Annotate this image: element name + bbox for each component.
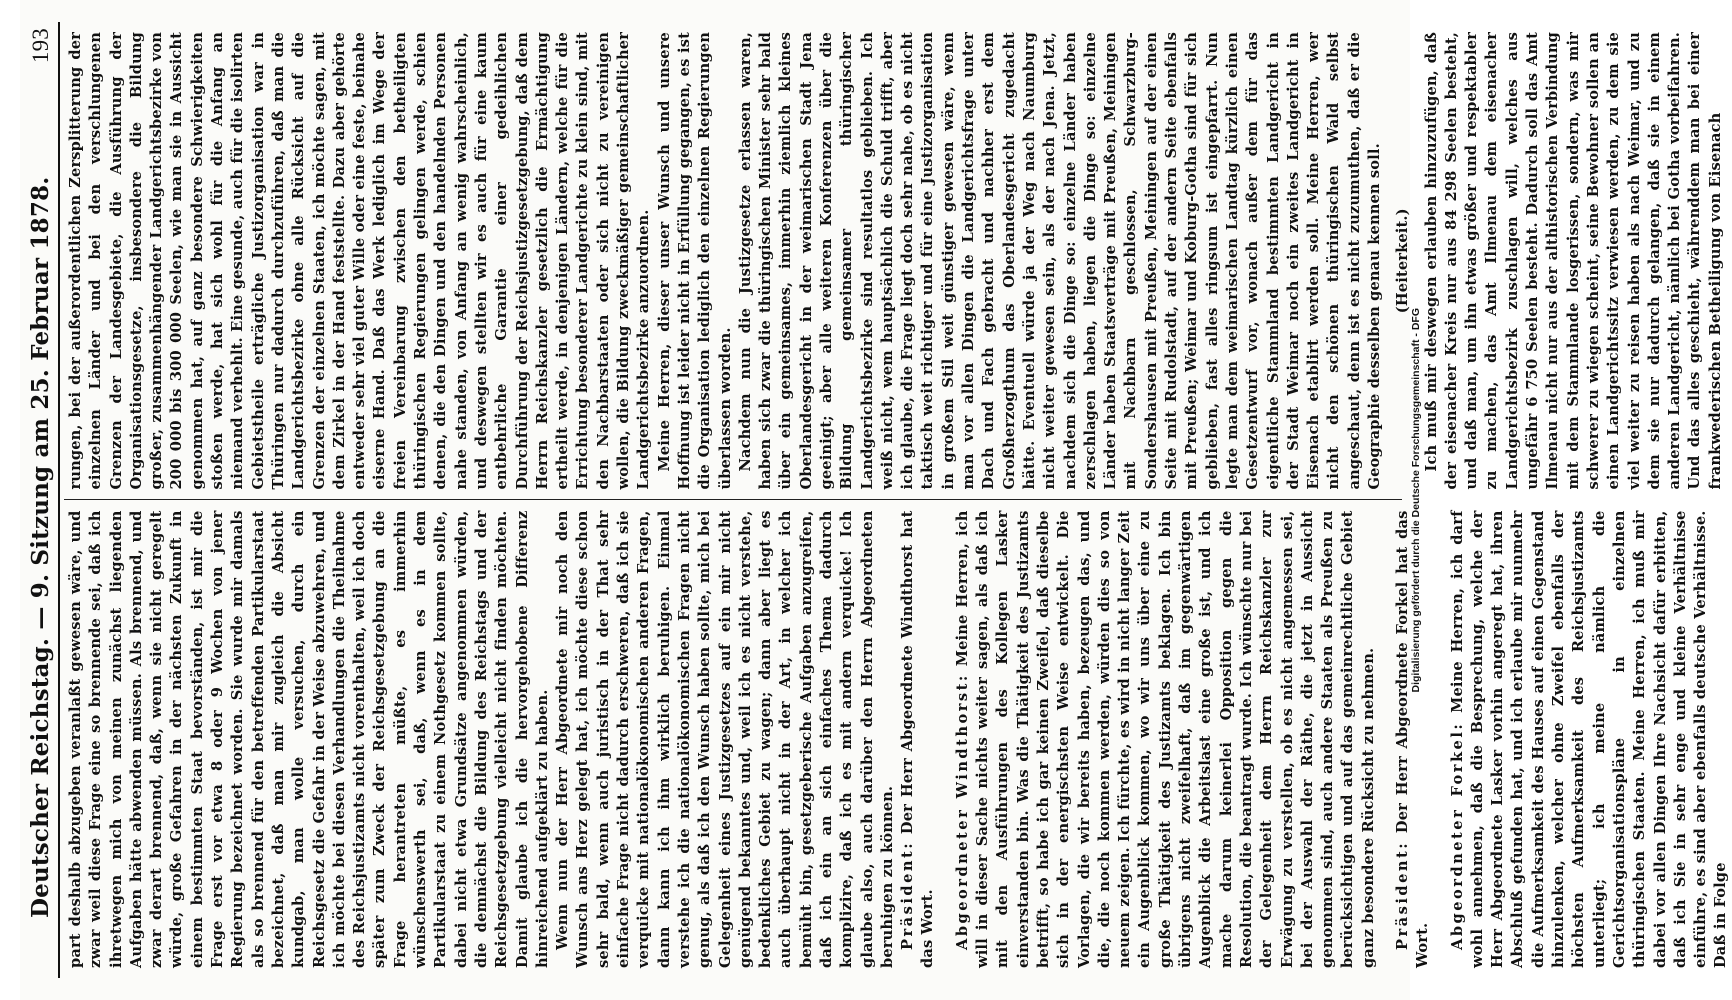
- paragraph: Ich muß mir deswegen erlauben hinzuzufügen, daß der eisenacher Kreis nur aus 84 298 Seelen besteht, und daß man, um ihn etwas größer und respektabler zu machen, das Amt Ilmenau dem eisenacher Landgerichtsbezirk zuschlagen will, welches aus ungefähr 6 750 Seelen besteht. Dadurch soll das Amt Ilmenau nicht nur aus der althistorischen Verbindung mit dem Stammlande losgerissen, sondern, was mir schwerer zu wiegen scheint, seine Bewohner sollen an einen Landgerichtssitz verwiesen werden, zu dem sie viel weiter zu reisen haben als nach Weimar, und zu dem sie nur dadurch gelangen, daß sie in einem anderen Landgericht, nämlich bei Gotha vorbeifahren. Und das alles geschieht, währenddem man bei einer frankwederischen Betheiligung von Eisenach: [1422, 32, 1724, 490]
- paragraph: rungen, bei der außerordentlichen Zersplitterung der einzelnen Länder und bei den verschlungenen Grenzen der Landesgebiete, die Ausführung der Organisationsgesetze, insbesondere die Bildung großer, zusammenhängender Landgerichtsbezirke von 200 000 bis 300 000 Seelen, wie man sie in Aussicht genommen hat, auf ganz besondere Schwierigkeiten stoßen werde, hat sich wohl für die Anfang an niemand verhehlt. Eine gesunde, auch für die isolirten Gebietstheile erträgliche Justizorganisation war in Thüringen nur dadurch durchzuführen, daß man die Landgerichtsbezirke ohne alle Rücksicht auf die Grenzen der einzelnen Staaten, ich möchte sagen, mit dem Zirkel in der Hand feststellte. Dazu aber gehörte entweder sehr viel guter Wille oder eine feste, beinahe eiserne Hand. Daß das Werk lediglich im Wege der freien Vereinbarung zwischen den betheiligten thüringischen Regierungen gelingen werde, schien denen, die den Dingen und den handelnden Personen nahe standen, von Anfang an wenig wahrscheinlich, und deswegen stellten wir es auch für eine kaum entbehrliche Garantie einer gedeihlichen Durchführung der Reichsjustizgesetzgebung, daß dem Herrn Reichskanzler gesetzlich die Ermächtigung ertheilt werde, in denjenigen Ländern, welche für die Errichtung besonderer Landgerichte zu klein sind, mit den Nachbarstaaten oder sich nicht zu vereinigen wollen, die Bildung zweckmäßiger gemeinschaftlicher Landgerichtsbezirke anzuordnen.: [67, 32, 653, 490]
- speaker-label: Präsident:: [899, 840, 917, 950]
- speech-text: Der Herr Abgeordnete Windthorst hat das Wort.: [899, 510, 937, 968]
- digitization-credit-text: Digitalisierung gefördert durch die Deutsche Forschungsgemeinschaft - DFG: [1410, 307, 1422, 693]
- stage-direction: (Heiterkeit.): [1394, 208, 1412, 314]
- paragraph: Wenn nun der Herr Abgeordnete mir noch den Wunsch ans Herz gelegt hat, ich möchte diese schon sehr bald, wenn auch juristisch in der That sehr einfache Frage nicht dadurch erschweren, daß ich sie verquicke mit nationalökonomischen anderen Fragen, dann kann ich ihm wirklich beruhigen. Einmal verstehe ich die nationalökonomischen Fragen nicht genug, als daß ich den Wunsch haben sollte, mich bei Gelegenheit eines Justizgesetzes auf ein mir nicht genügend bekanntes und, weil ich es nicht verstehe, bedenkliches Gebiet zu wagen; dann aber liegt es auch überhaupt nicht in der Art, in welcher ich bemüht bin, gesetzgeberische Aufgaben anzugreifen, daß ich ein an sich einfaches Thema dadurch komplizire, daß ich es mit andern verquicke! Ich glaube also, auch darüber den Herrn Abgeordneten beruhigen zu können.: [554, 510, 896, 968]
- page-header: [26, 22, 60, 978]
- speaker-label: Abgeordneter Forkel:: [1448, 721, 1466, 950]
- page-title: Deutscher Reichstag. — 9. Sitzung am 25. Februar 1878.: [27, 176, 54, 918]
- speaker-paragraph: [953, 511, 1379, 969]
- paragraph: Nachdem nun die Justizgesetze erlassen waren, haben sich zwar die thüringischen Minister sehr bald über ein gemeinsames, immerhin ziemlich kleines Oberlandesgericht in der weimarischen Stadt Jena geeinigt; aber alle weiteren Konferenzen über die Bildung gemeinsamer thüringischer Landgerichtsbezirke sind resultatlos geblieben. Ich weiß nicht, wem hauptsächlich die Schuld trifft, aber ich glaube, die Frage liegt doch sehr nahe, ob es nicht taktisch weit richtiger und für eine Justizorganisation in großem Stil weit günstiger gewesen wäre, wenn man vor allen Dingen die Landgerichtsfrage unter Dach und Fach gebracht und nachher erst dem Großherzogthum das Oberlandesgericht zugedacht hätte. Eventuell würde ja der Weg nach Naumburg nicht weiter gewesen sein, als der nach Jena. Jetzt, nachdem sich die Dinge so: einzelne Länder haben zerschlagen haben, liegen die Dinge so: einzelne Länder haben Staatsverträge mit Preußen, Meiningen mit Nachbarn geschlossen, Schwarzburg-Sondershausen mit Preußen, Meiningen auf der einen Seite mit Rudolstadt, auf der andern Seite ebenfalls mit Preußen; Weimar und Koburg-Gotha sind für sich geblieben, fast alles ringsum ist eingepfarrt. Nun legte man dem weimarischen Landtag kürzlich einen Gesetzentwurf vor, wonach außer dem für das eigentliche Stammland bestimmten Landgericht in der Stadt Weimar noch ein zweites Landgericht in Eisenach etablirt werden soll. Meine Herren, wer nicht den schönen thüringischen Wald selbst angeschaut, denn ist es nicht zuzumuthen, daß er die Geographie desselben genau kennen soll.: [736, 32, 1383, 490]
- speaker-label: Abgeordneter Windthorst:: [953, 673, 971, 950]
- speech-text: Meine Herren, ich darf wohl annehmen, daß die Besprechung, welche der Herr Abgeordnete Lasker vorhin angeregt hat, ihren Abschluß gefunden hat, und ich erlaube mir nunmehr die Aufmerksamkeit des Hauses auf einen Gegenstand hinzulenken, welcher ohne Zweifel ebenfalls der höchsten Aufmerksamkeit des Reichsjustizamts unterliegt; ich meine nämlich die Gerichtsorganisationspläne in einzelnen thüringischen Staaten. Meine Herren, ich muß mir dabei vor allen Dingen Ihre Nachsicht dafür erbitten, daß ich Sie in sehr enge und kleine Verhältnisse einführe, es sind aber ebenfalls deutsche Verhältnisse. Daß in Folge: [1448, 510, 1730, 968]
- paragraph: part deshalb abzugeben veranlaßt gewesen wäre, und zwar weil diese Frage eine so brennende sei, daß ich ihretwegen mich von meinen zunächst liegenden Aufgaben hätte abwenden müssen. Als brennend, und zwar derart brennend, daß, wenn sie nicht geregelt würde, große Gefahren in der nächsten Zukunft in einem bestimmten Staat bevorständen, ist mir die Frage erst vor etwa 8 oder 9 Wochen von jener Regierung bezeichnet worden. Sie wurde mir damals als so brennend für den betreffenden Partikularstaat bezeichnet, daß man mir zugleich die Absicht kundgab, man wolle versuchen, durch ein Reichsgesetz die Gefahr in der Weise abzuwehren, und ich möchte bei diesen Verhandlungen die Theilnahme des Reichsjustizamts nicht vorenthalten, weil ich doch später zum Zweck der Reichsgesetzgebung an die Frage herantreten müßte, es immerhin wünschenswerth sei, daß, wenn es in dem Partikularstaat zu einem Nothgesetz kommen sollte, dabei nicht etwa Grundsätze angenommen würden, die demnächst die Bildung des Reichstags und der Reichsgesetzgebung vielleicht nicht finden möchten. Damit glaube ich die hervorgehobene Differenz hinreichend aufgeklärt zu haben.: [67, 510, 551, 968]
- speaker-paragraph: [1448, 511, 1732, 969]
- page-number: 193: [28, 28, 53, 64]
- paragraph: Meine Herren, dieser unser Wunsch und unsere Hoffnung ist leider nicht in Erfüllung gegangen, es ist die Organisation lediglich den einzelnen Regierungen überlassen worden.: [655, 32, 734, 490]
- speaker-paragraph: [898, 511, 939, 969]
- digitization-credit: [1406, 0, 1426, 1000]
- speaker-label: Präsident:: [1394, 840, 1411, 950]
- speech-text: Meine Herren, ich will in dieser Sache nichts weiter sagen, als daß ich mit den Ausführungen des Kollegen Lasker einverstanden bin. Was die Thätigkeit des Justizamts betrifft, so habe ich gar keinen Zweifel, daß dieselbe sich in der energischsten Weise entwickelt. Die Vorlagen, die wir bereits haben, bezeugen das, und die, die noch kommen werden, würden dies so von neuem zeigen. Ich fürchte, es wird in nicht langer Zeit ein Augenblick kommen, wo wir uns über eine zu große Thätigkeit des Justizamts beklagen. Ich bin übrigens nicht zweifelhaft, daß im gegenwärtigen Augenblick die Arbeitslast eine große ist, und ich mache darum keinerlei Opposition gegen die Resolution, die beantragt wurde. Ich wünschte nur bei der Gelegenheit dem Herrn Reichskanzler zur Erwägung zu verstellen, ob es nicht angemessen sei, bei der Auswahl der Räthe, die jetzt in Aussicht genommen sind, auch andere Staaten als Preußen zu berücksichtigen und auf das gemeinrechtliche Gebiet ganz besondere Rücksicht zu nehmen.: [953, 510, 1377, 968]
- speech-text: Der Herr Abgeordnete Forkel hat das Wort.: [1394, 510, 1432, 968]
- column-left: [64, 501, 1730, 979]
